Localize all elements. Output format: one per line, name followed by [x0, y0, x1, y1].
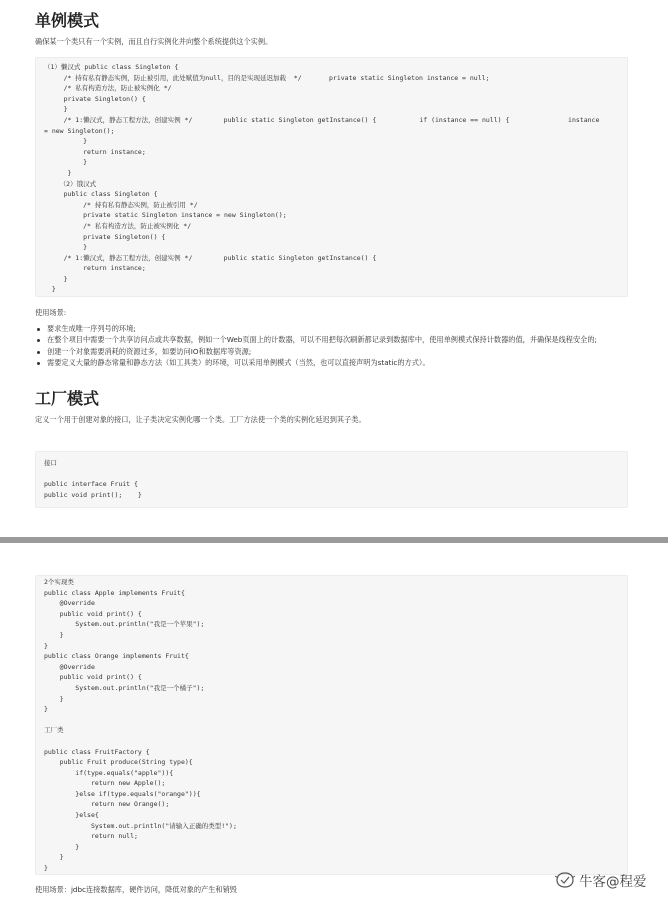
singleton-intro: 确保某一个类只有一个实例，而且自行实例化并向整个系统提供这个实例。 [35, 37, 273, 46]
list-item: 要求生成唯一序列号的环境; [35, 324, 635, 334]
factory-intro: 定义一个用于创建对象的接口，让子类决定实例化哪一个类。工厂方法使一个类的实例化延迟到其子类。 [35, 415, 366, 424]
singleton-title: 单例模式 [35, 11, 100, 30]
page-bottom [0, 543, 668, 898]
factory-impl-code-block [35, 575, 628, 875]
factory-interface-code-block [35, 451, 628, 508]
watermark [554, 869, 647, 891]
list-item: 需要定义大量的静态常量和静态方法（如工具类）的环境，可以采用单例模式（当然，也可以直接声明为static的方式）。 [35, 358, 635, 368]
singleton-code-block [35, 57, 628, 297]
nowcoder-logo-icon [554, 871, 576, 889]
singleton-usage-label: 使用场景: [35, 308, 67, 317]
factory-title: 工厂模式 [35, 389, 100, 408]
factory-usage-text: 使用场景：jdbc连接数据库，硬件访问，降低对象的产生和销毁 [35, 885, 237, 894]
factory-interface-code: 接口 public interface Fruit { public void print(); } [44, 459, 142, 499]
list-item: 创建一个对象需要消耗的资源过多，如要访问IO和数据库等资源; [35, 347, 635, 357]
factory-impl-code: 2个实现类 public class Apple implements Fruit{ @Override public void print() { System.out.println("我是一个苹果"); } } public class Orange implements Fruit{ @Override public void print() { System.out.println("我是一个橘子"); } } 工厂类 public class FruitFactory { public Fruit produce(String type){ if(type.equals("apple")){ return new Apple(); }else if(type.equals("orange")){ return new Orange(); }else{ System.out.println("请输入正确的类型!"); return null; } } } [44, 578, 237, 873]
singleton-usage-list [35, 324, 635, 370]
list-item: 在整个项目中需要一个共享访问点或共享数据，例如一个Web页面上的计数器，可以不用把每次刷新都记录到数据库中，使用单例模式保持计数器的值，并确保是线程安全的; [35, 335, 635, 345]
watermark-text: 牛客@程爱 [579, 874, 647, 890]
singleton-code: （1）懒汉式 public class Singleton { /* 持有私有静态实例，防止被引用，此处赋值为null，目的是实现延迟加载 */ private static Singleton instance = null; /* 私有构造方法，防止被实例化 */ private Singleton() { } /* 1:懒汉式，静态工程方法，创建实例 */ public static Singleton getInstance() { if (instance == null) { instance = new Singleton(); } return instance; } } （2）饿汉式 public class Singleton { /* 持有私有静态实例，防止被引用 */ private static Singleton instance = new Singleton(); /* 私有构造方法，防止被实例化 */ private Singleton() { } /* 1:懒汉式，静态工程方法，创建实例 */ public static Singleton getInstance() { return instance; } } [44, 63, 600, 294]
